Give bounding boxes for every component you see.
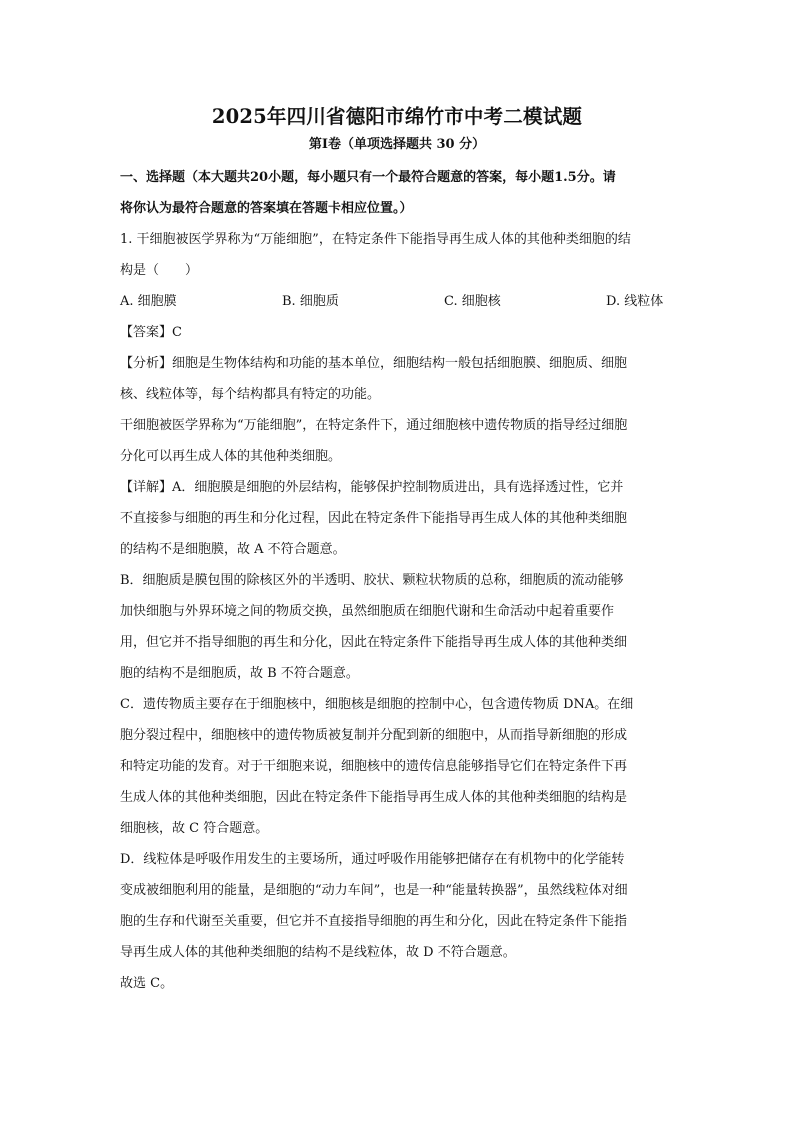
answer-value: C (172, 325, 182, 340)
analysis-line-2: 核、线粒体等，每个结构都具有特定的功能。 (120, 387, 381, 402)
analysis-line-3: 干细胞被医学界称为“万能细胞”，在特定条件下，通过细胞核中遗传物质的指导经过细胞 (120, 418, 628, 433)
detail-line-12: 细胞核，故 C 符合题意。 (120, 821, 269, 836)
detail-line-7: 胞的结构不是细胞质，故 B 不符合题意。 (120, 666, 359, 681)
analysis-text-1: 细胞是生物体结构和功能的基本单位，细胞结构一般包括细胞膜、细胞质、细胞 (172, 356, 628, 371)
detail-text-1: A．细胞膜是细胞的外层结构，能够保护控制物质进出，具有选择透过性，它并 (172, 480, 624, 495)
analysis-label: 【分析】 (120, 356, 173, 371)
detail-line-4: B．细胞质是膜包围的除核区外的半透明、胶状、颗粒状物质的总称，细胞质的流动能够 (120, 573, 624, 588)
detail-line-16: 导再生成人体的其他种类细胞的结构不是线粒体，故 D 不符合题意。 (120, 945, 516, 960)
option-d: D. 线粒体 (606, 294, 664, 309)
detail-line-2: 不直接参与细胞的再生和分化过程，因此在特定条件下能指导再生成人体的其他种类细胞 (120, 511, 628, 526)
section-instructions-line-2: 将你认为最符合题意的答案填在答题卡相应位置。） (120, 201, 413, 216)
detail-label: 【详解】 (120, 480, 173, 495)
detail-line-14: 变成被细胞利用的能量，是细胞的“动力车间”，也是一种“能量转换器”，虽然线粒体对细 (120, 883, 628, 898)
detail-line-8: C．遗传物质主要存在于细胞核中，细胞核是细胞的控制中心，包含遗传物质 DNA。在细 (120, 697, 634, 712)
analysis-line-1 (120, 348, 674, 379)
option-c: C. 细胞核 (444, 294, 501, 309)
detail-line-1 (120, 472, 674, 503)
detail-line-9: 胞分裂过程中，细胞核中的遗传物质被复制并分配到新的细胞中，从而指导新细胞的形成 (120, 728, 628, 743)
detail-line-13: D．线粒体是呼吸作用发生的主要场所，通过呼吸作用能够把储存在有机物中的化学能转 (120, 852, 625, 867)
question-stem-line-2: 构是（ ） (120, 263, 199, 278)
detail-line-10: 和特定功能的发育。对于干细胞来说，细胞核中的遗传信息能够指导它们在特定条件下再 (120, 759, 628, 774)
detail-line-11: 生成人体的其他种类细胞，因此在特定条件下能指导再生成人体的其他种类细胞的结构是 (120, 790, 628, 805)
answer-options (120, 286, 674, 317)
option-b: B. 细胞质 (282, 294, 339, 309)
answer-line (120, 317, 674, 348)
detail-line-5: 加快细胞与外界环境之间的物质交换，虽然细胞质在细胞代谢和生命活动中起着重要作 (120, 604, 615, 619)
answer-label: 【答案】 (120, 325, 173, 340)
detail-line-6: 用，但它并不指导细胞的再生和分化，因此在特定条件下能指导再生成人体的其他种类细 (120, 635, 628, 650)
option-a: A. 细胞膜 (120, 294, 177, 309)
detail-line-15: 胞的生存和代谢至关重要，但它并不直接指导细胞的再生和分化，因此在特定条件下能指 (120, 914, 628, 929)
detail-conclusion: 故选 C。 (120, 976, 174, 991)
page-title: 2025年四川省德阳市绵竹市中考二模试题 (211, 105, 583, 128)
question-stem-line-1: 1. 干细胞被医学界称为“万能细胞”，在特定条件下能指导再生成人体的其他种类细胞的结 (120, 232, 631, 247)
section-instructions-line-1: 一、选择题（本大题共20小题，每小题只有一个最符合题意的答案，每小题1.5分。请 (120, 170, 616, 185)
detail-line-3: 的结构不是细胞膜，故 A 不符合题意。 (120, 542, 346, 557)
analysis-line-4: 分化可以再生成人体的其他种类细胞。 (120, 449, 342, 464)
section-subtitle: 第Ⅰ卷（单项选择题共 30 分） (308, 137, 486, 152)
